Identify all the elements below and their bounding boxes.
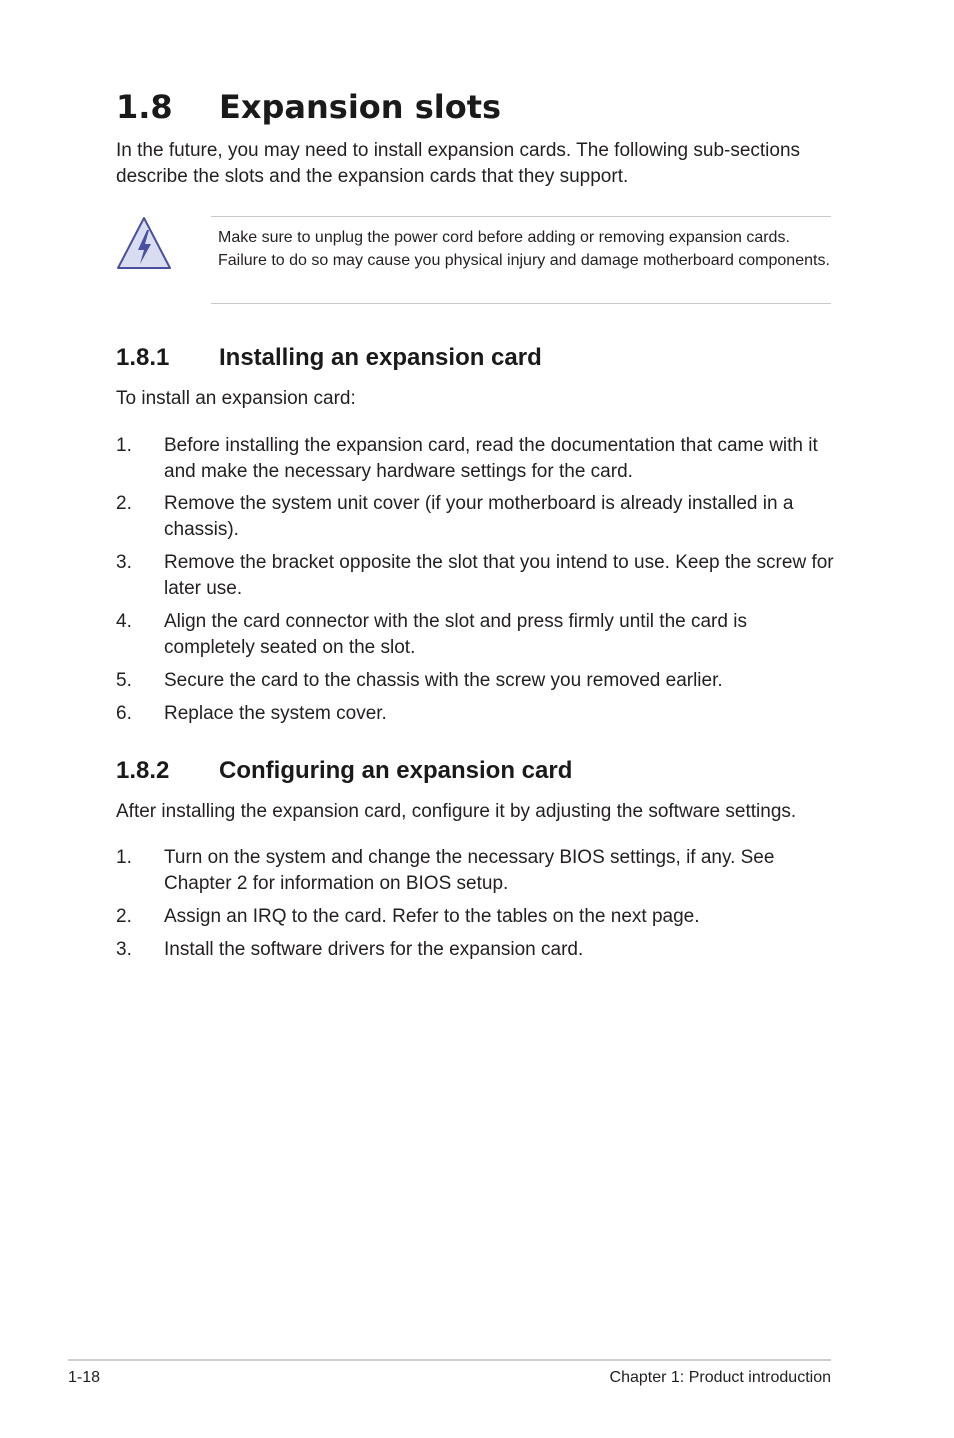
step-number: 3.	[116, 552, 132, 573]
step-text: Secure the card to the chassis with the screw you removed earlier.	[164, 670, 723, 691]
subsection-lead: After installing the expansion card, configure it by adjusting the software settings.	[116, 801, 797, 822]
step-number: 2.	[116, 906, 132, 927]
warning-text: Make sure to unplug the power cord before adding or removing expansion cards. Failure to do so may cause you physical injury and damage motherboard components.	[218, 229, 830, 269]
step-text: Turn on the system and change the necessary BIOS settings, if any. See Chapter 2 for information on BIOS setup.	[164, 847, 775, 894]
subsection-title: Configuring an expansion card	[219, 757, 573, 784]
step-text: Align the card connector with the slot and press firmly until the card is completely seated on the slot.	[164, 611, 747, 658]
step-number: 2.	[116, 493, 132, 514]
footer-rule	[68, 1359, 831, 1361]
subsection-number: 1.8.1	[116, 344, 170, 371]
step-text: Remove the bracket opposite the slot that you intend to use. Keep the screw for later use.	[164, 552, 834, 599]
section-title: Expansion slots	[219, 88, 502, 126]
step-number: 1.	[116, 435, 132, 456]
subsection-number: 1.8.2	[116, 757, 170, 784]
step-number: 3.	[116, 939, 132, 960]
step-number: 5.	[116, 670, 132, 691]
step-text: Remove the system unit cover (if your motherboard is already installed in a chassis).	[164, 493, 794, 540]
step-text: Replace the system cover.	[164, 703, 387, 724]
step-text: Before installing the expansion card, read the documentation that came with it and make the necessary hardware settings for the card.	[164, 435, 818, 482]
warning-triangle-icon	[114, 214, 174, 272]
subsection-lead: To install an expansion card:	[116, 388, 356, 409]
warning-top-rule	[211, 216, 831, 217]
step-number: 1.	[116, 847, 132, 868]
intro-paragraph: In the future, you may need to install expansion cards. The following sub-sections describe the slots and the expansion cards that they support.	[116, 140, 801, 187]
warning-bottom-rule	[211, 303, 831, 304]
step-number: 4.	[116, 611, 132, 632]
step-number: 6.	[116, 703, 132, 724]
footer-chapter-title: Chapter 1: Product introduction	[609, 1369, 831, 1386]
step-text: Assign an IRQ to the card. Refer to the tables on the next page.	[164, 906, 700, 927]
step-text: Install the software drivers for the expansion card.	[164, 939, 584, 960]
subsection-title: Installing an expansion card	[219, 344, 542, 371]
section-number: 1.8	[116, 88, 173, 126]
footer-page-number: 1-18	[68, 1369, 101, 1386]
